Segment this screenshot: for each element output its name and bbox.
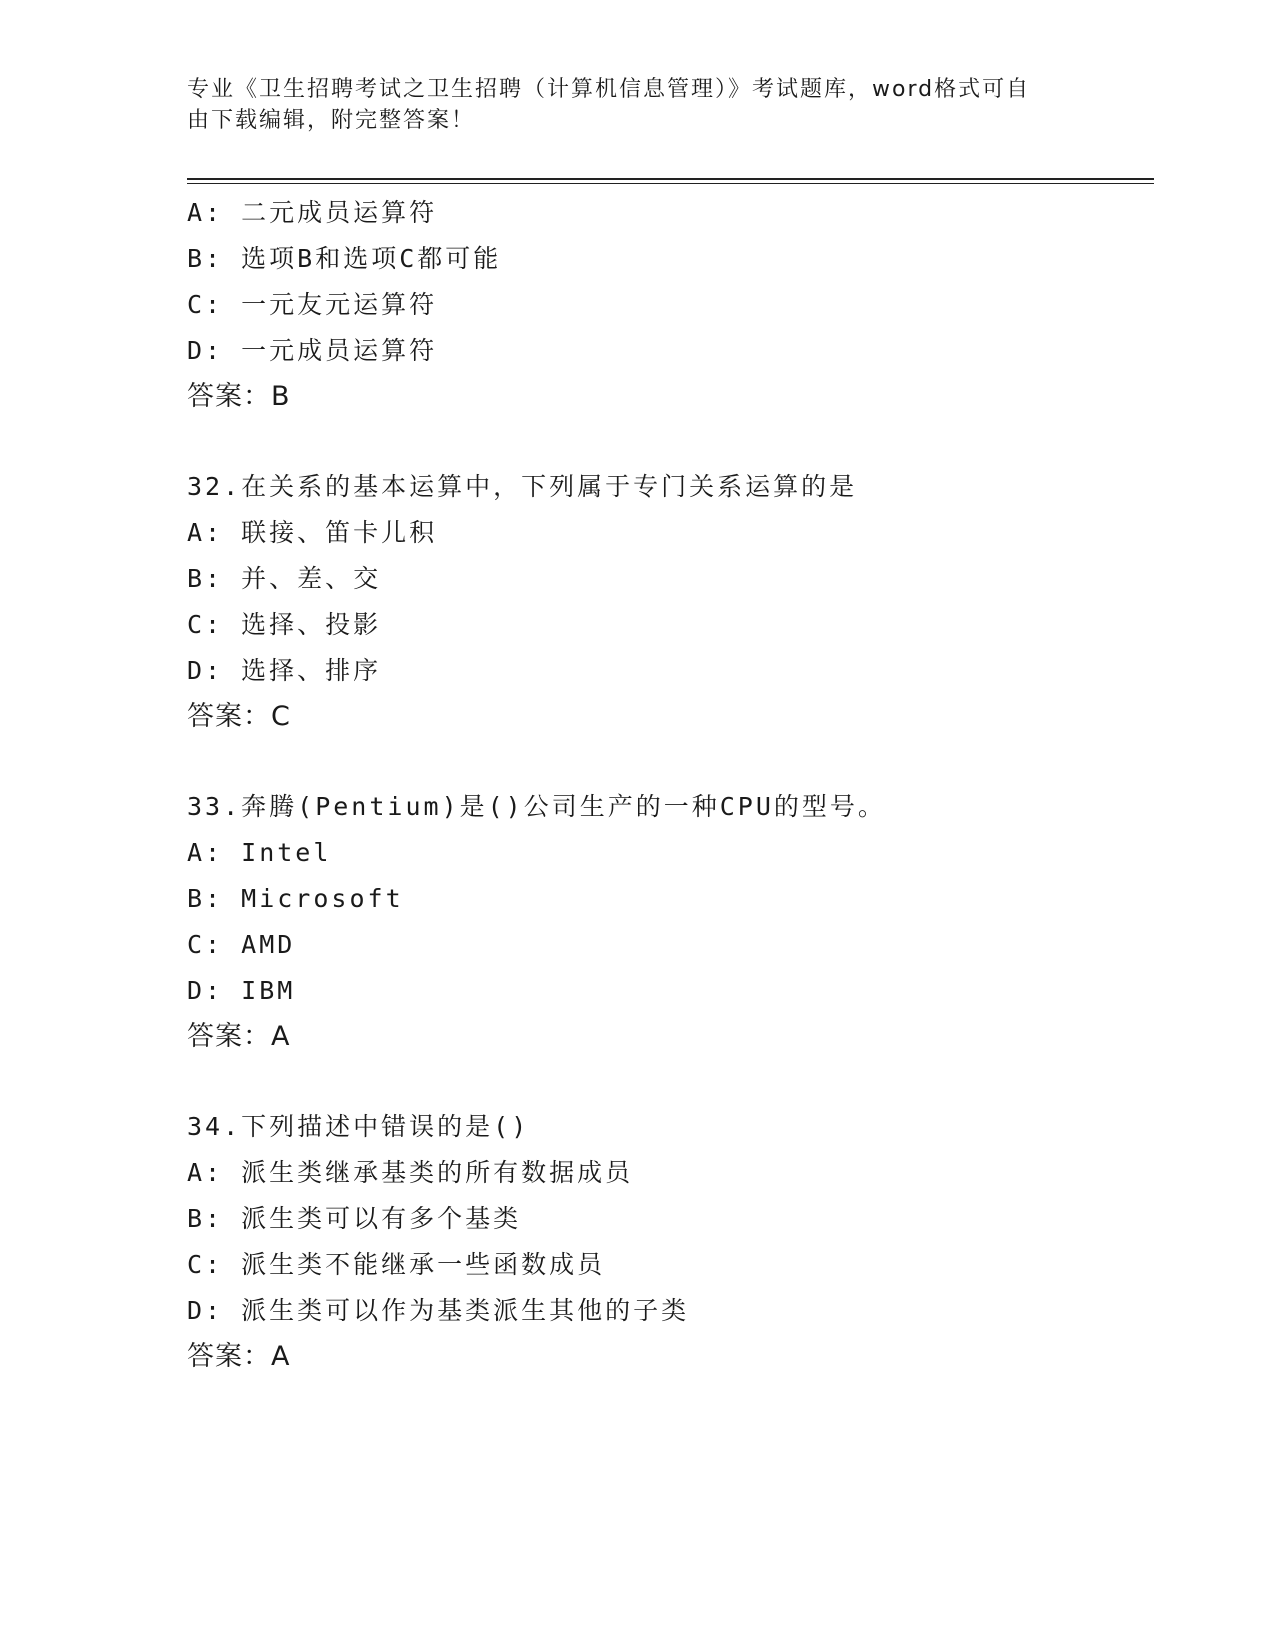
spacer [187,1060,1147,1104]
option-d: D: IBM [187,976,296,1005]
question-block [187,190,1147,420]
option-b: B: 派生类可以有多个基类 [187,1204,522,1233]
question-stem: 34.下列描述中错误的是() [187,1112,530,1141]
option-d: D: 派生类可以作为基类派生其他的子类 [187,1296,690,1325]
question-stem: 33.奔腾(Pentium)是()公司生产的一种CPU的型号。 [187,792,886,821]
option-b: B: 选项B和选项C都可能 [187,244,502,273]
question-list [187,190,1147,1380]
spacer [187,740,1147,784]
answer-line: 答案：A [187,1341,291,1372]
answer-line: 答案：A [187,1021,291,1052]
option-c: C: 选择、投影 [187,610,382,639]
question-block [187,464,1147,740]
header-line-2: 由下载编辑，附完整答案！ [187,108,476,133]
option-b: B: Microsoft [187,884,404,913]
option-a: A: Intel [187,838,332,867]
header-line-1: 专业《卫生招聘考试之卫生招聘（计算机信息管理）》考试题库，word格式可自 [187,77,1031,102]
option-b: B: 并、差、交 [187,564,382,593]
question-stem: 32.在关系的基本运算中，下列属于专门关系运算的是 [187,472,858,501]
question-block [187,784,1147,1060]
answer-line: 答案：C [187,701,291,732]
header-divider-thick [187,178,1154,180]
option-d: D: 一元成员运算符 [187,336,438,365]
header-divider-thin [187,183,1154,184]
option-c: C: 派生类不能继承一些函数成员 [187,1250,606,1279]
option-a: A: 二元成员运算符 [187,198,438,227]
document-header [187,74,1067,136]
option-a: A: 联接、笛卡儿积 [187,518,438,547]
spacer [187,420,1147,464]
option-c: C: AMD [187,930,296,959]
option-a: A: 派生类继承基类的所有数据成员 [187,1158,634,1187]
option-c: C: 一元友元运算符 [187,290,438,319]
option-d: D: 选择、排序 [187,656,382,685]
answer-line: 答案：B [187,381,291,412]
question-block [187,1104,1147,1380]
